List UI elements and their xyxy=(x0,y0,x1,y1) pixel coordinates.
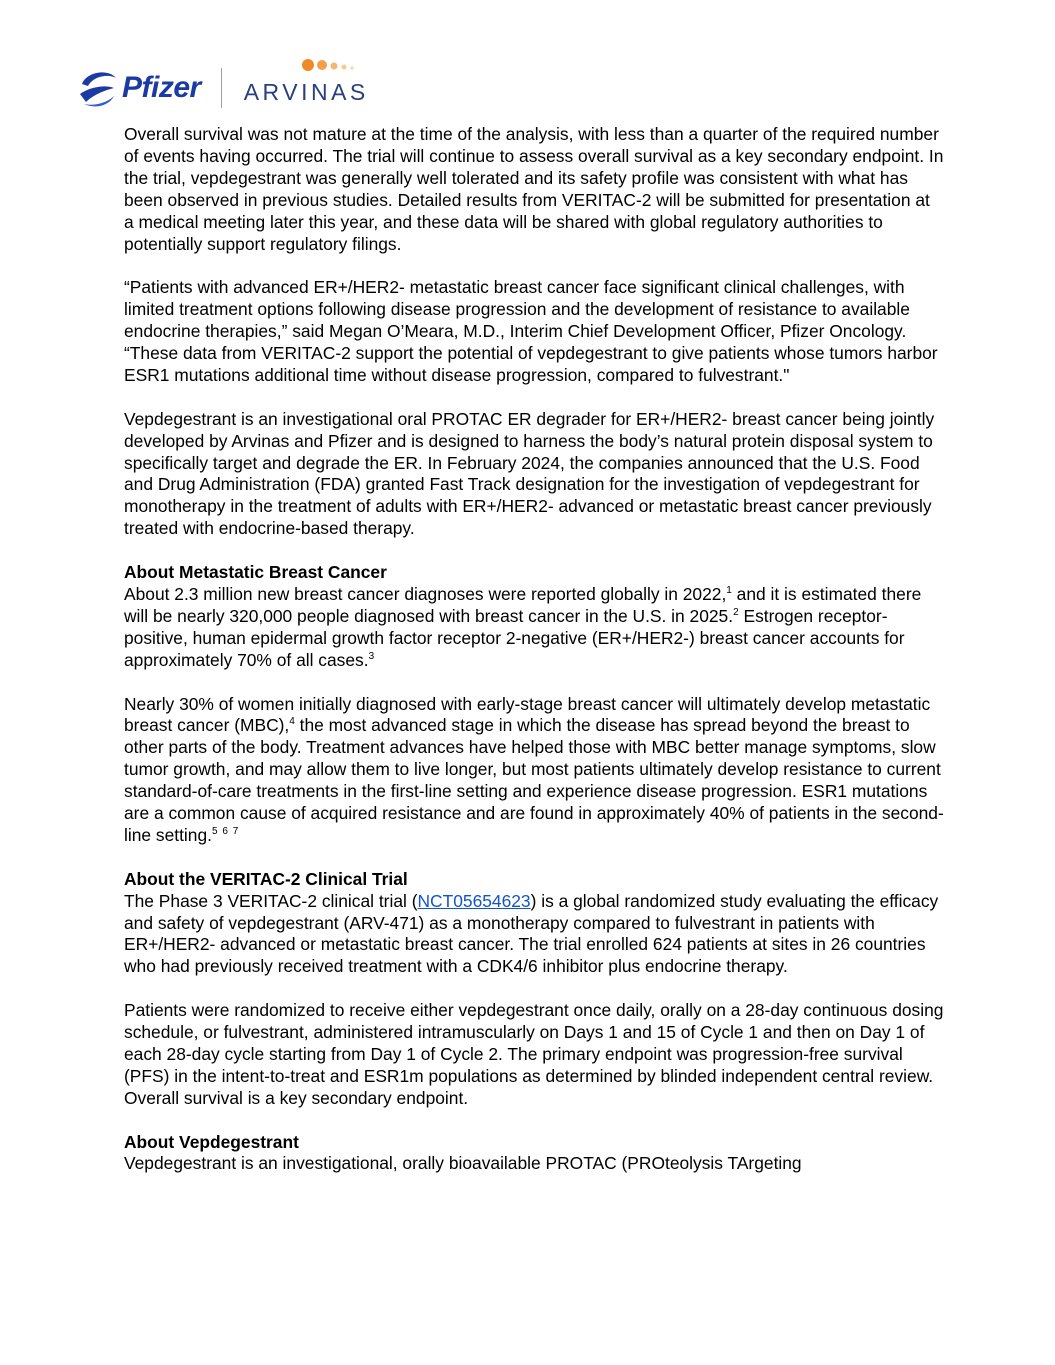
heading-about-vepdegestrant: About Vepdegestrant xyxy=(124,1131,299,1152)
paragraph-trial-design: The Phase 3 VERITAC-2 clinical trial (NCT05654623) is a global randomized study evaluating the efficacy and safety of vepdegestrant (ARV-471) as a monotherapy compared to fulvestrant in patients with ER+/HER2- advanced or metastatic breast cancer. The trial enrolled 624 patients at sites in 26 countries who had previously received treatment with a CDK4/6 inhibitor plus endocrine therapy. xyxy=(124,890,939,977)
arvinas-logo xyxy=(244,79,369,106)
pfizer-logo-text: Pfizer xyxy=(122,71,201,104)
footnote-ref: 1 xyxy=(726,584,732,596)
arvinas-dots-icon xyxy=(302,57,362,73)
paragraph-trial-randomization: Patients were randomized to receive either vepdegestrant once daily, orally on a 28-day continuous dosing schedule, or fulvestrant, administered intramuscularly on Days 1 and 15 of Cycle 1 and then on Day 1 of each 28-day cycle starting from Day 1 of Cycle 2. The primary endpoint was progression-free survival (PFS) in the intent-to-treat and ESR1m populations as determined by blinded independent central review. Overall survival is a key secondary endpoint. xyxy=(124,1000,944,1108)
nct-trial-link[interactable]: NCT05654623 xyxy=(417,890,531,911)
footnote-ref: 2 xyxy=(733,606,739,618)
footnote-ref: 6 xyxy=(222,825,228,837)
paragraph-quote: “Patients with advanced ER+/HER2- metastatic breast cancer face significant clinical challenges, with limited treatment options following disease progression and the development of resistance to available endocrine therapies,” said Megan O’Meara, M.D., Interim Chief Development Officer, Pfizer Oncology. “These data from VERITAC-2 support the potential of vepdegestrant to give patients whose tumors harbor ESR1 mutations additional time without disease progression, compared to fulvestrant." xyxy=(124,277,938,385)
paragraph-vepdegestrant-about: Vepdegestrant is an investigational, orally bioavailable PROTAC (PROteolysis TArgeting xyxy=(124,1153,802,1174)
paragraph-mbc-stats: About 2.3 million new breast cancer diagnoses were reported globally in 2022,$^1$ and it is estimated there will be nearly 320,000 people diagnosed with breast cancer in the U.S. in 2025.$^2$ Estrogen receptor-positive, human epidermal growth factor receptor 2-negative (ER+/HER2-) breast cancer accounts for approximately 70% of all cases.$^3$ xyxy=(124,583,922,670)
header-logos xyxy=(76,60,369,116)
paragraph-mbc-progression: Nearly 30% of women initially diagnosed with early-stage breast cancer will ultimately develop metastatic breast cancer (MBC),$^4$ the most advanced stage in which the disease has spread beyond the breast to other parts of the body. Treatment advances have helped those with MBC better manage symptoms, slow tumor growth, and may allow them to live longer, but most patients ultimately develop resistance to current standard-of-care treatments in the first-line setting and experience disease progression. ESR1 mutations are a common cause of acquired resistance and are found in approximately 40% of patients in the second-line setting.$^5$ $^6$ $^7$ xyxy=(124,693,944,845)
footnote-ref: 3 xyxy=(368,650,375,662)
footnote-ref: 4 xyxy=(289,716,295,728)
heading-metastatic-breast-cancer: About Metastatic Breast Cancer xyxy=(124,562,387,583)
paragraph-overall-survival: Overall survival was not mature at the time of the analysis, with less than a quarter of the required number of events having occurred. The trial will continue to assess overall survival as a key secondary endpoint. In the trial, vepdegestrant was generally well tolerated and its safety profile was consistent with what has been observed in previous studies. Detailed results from VERITAC-2 will be submitted for presentation at a medical meeting later this year, and these data will be shared with global regulatory authorities to potentially support regulatory filings. xyxy=(124,124,944,254)
footnote-ref: 5 xyxy=(211,825,218,837)
arvinas-logo-text: ARVINAS xyxy=(243,78,369,105)
pfizer-logo-icon xyxy=(76,66,120,110)
heading-veritac-trial: About the VERITAC-2 Clinical Trial xyxy=(124,868,408,889)
footnote-ref: 7 xyxy=(232,825,239,837)
article-body xyxy=(124,124,944,1197)
logo-divider xyxy=(221,68,222,108)
paragraph-vepdegestrant-intro: Vepdegestrant is an investigational oral PROTAC ER degrader for ER+/HER2- breast cancer being jointly developed by Arvinas and Pfizer and is designed to harness the body’s natural protein disposal system to specifically target and degrade the ER. In February 2024, the companies announced that the U.S. Food and Drug Administration (FDA) granted Fast Track designation for the investigation of vepdegestrant for monotherapy in the treatment of adults with ER+/HER2- advanced or metastatic breast cancer previously treated with endocrine-based therapy. xyxy=(124,408,935,539)
